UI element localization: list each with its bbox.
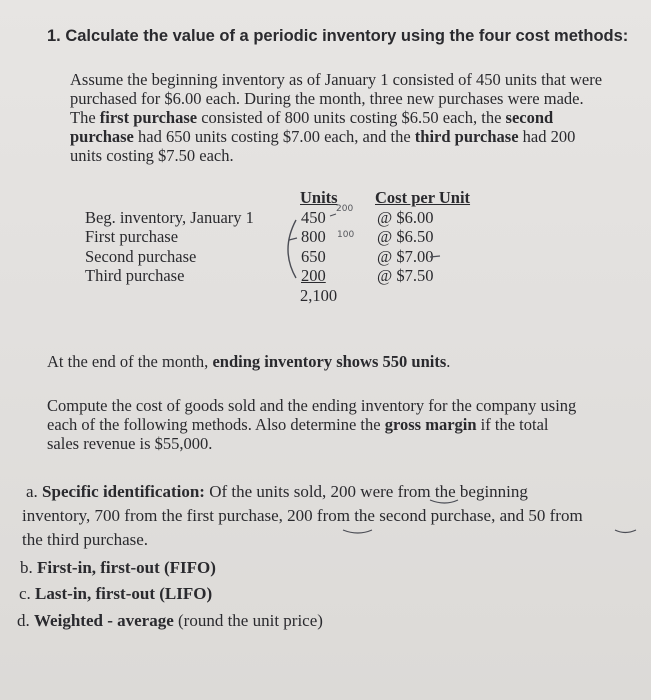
row-cost-third: @ $7.50 — [377, 266, 434, 285]
row-units-beg: 450 — [301, 208, 326, 227]
intro-line-4: purchase had 650 units costing $7.00 each, and the third purchase had 200 — [70, 127, 576, 146]
row-label-beg: Beg. inventory, January 1 — [85, 208, 254, 227]
row-label-third: Third purchase — [85, 266, 185, 285]
intro-line-3: The first purchase consisted of 800 units costing $6.50 each, the second — [70, 108, 554, 127]
option-a-line-2: inventory, 700 from the first purchase, 200 from the second purchase, and 50 from — [22, 506, 583, 525]
handwritten-note-200: 200 — [336, 204, 354, 214]
row-label-first: First purchase — [85, 227, 179, 246]
compute-line-2: each of the following methods. Also determine the gross margin if the total — [47, 415, 549, 434]
row-units-second: 650 — [301, 247, 326, 266]
row-cost-beg: @ $6.00 — [377, 208, 434, 227]
row-units-third: 200 — [301, 266, 326, 285]
row-cost-second: @ $7.00 — [377, 247, 434, 266]
row-units-first: 800 — [301, 227, 326, 246]
handwritten-note-100: 100 — [337, 230, 355, 240]
option-a-line-3: the third purchase. — [22, 530, 149, 549]
units-header: Units — [300, 188, 338, 207]
cost-header: Cost per Unit — [375, 188, 471, 207]
row-label-second: Second purchase — [85, 247, 197, 266]
problem-title: 1. Calculate the value of a periodic inventory using the four cost methods: — [47, 27, 629, 45]
option-b: b. First-in, first-out (FIFO) — [20, 558, 216, 577]
option-a-line-1: a. Specific identification: Of the units sold, 200 were from the beginning — [26, 482, 528, 501]
intro-line-2: purchased for $6.00 each. During the month, three new purchases were made. — [70, 89, 584, 108]
compute-line-3: sales revenue is $55,000. — [47, 434, 213, 453]
intro-line-1: Assume the beginning inventory as of January 1 consisted of 450 units that were — [70, 70, 603, 89]
compute-line-1: Compute the cost of goods sold and the ending inventory for the company using — [47, 396, 577, 415]
intro-line-5: units costing $7.50 each. — [70, 146, 234, 165]
option-d: d. Weighted - average (round the unit price) — [17, 611, 323, 630]
row-cost-first: @ $6.50 — [377, 227, 434, 246]
option-c: c. Last-in, first-out (LIFO) — [19, 584, 213, 603]
total-units: 2,100 — [300, 286, 338, 305]
ending-inventory-line: At the end of the month, ending inventory shows 550 units. — [47, 352, 451, 371]
